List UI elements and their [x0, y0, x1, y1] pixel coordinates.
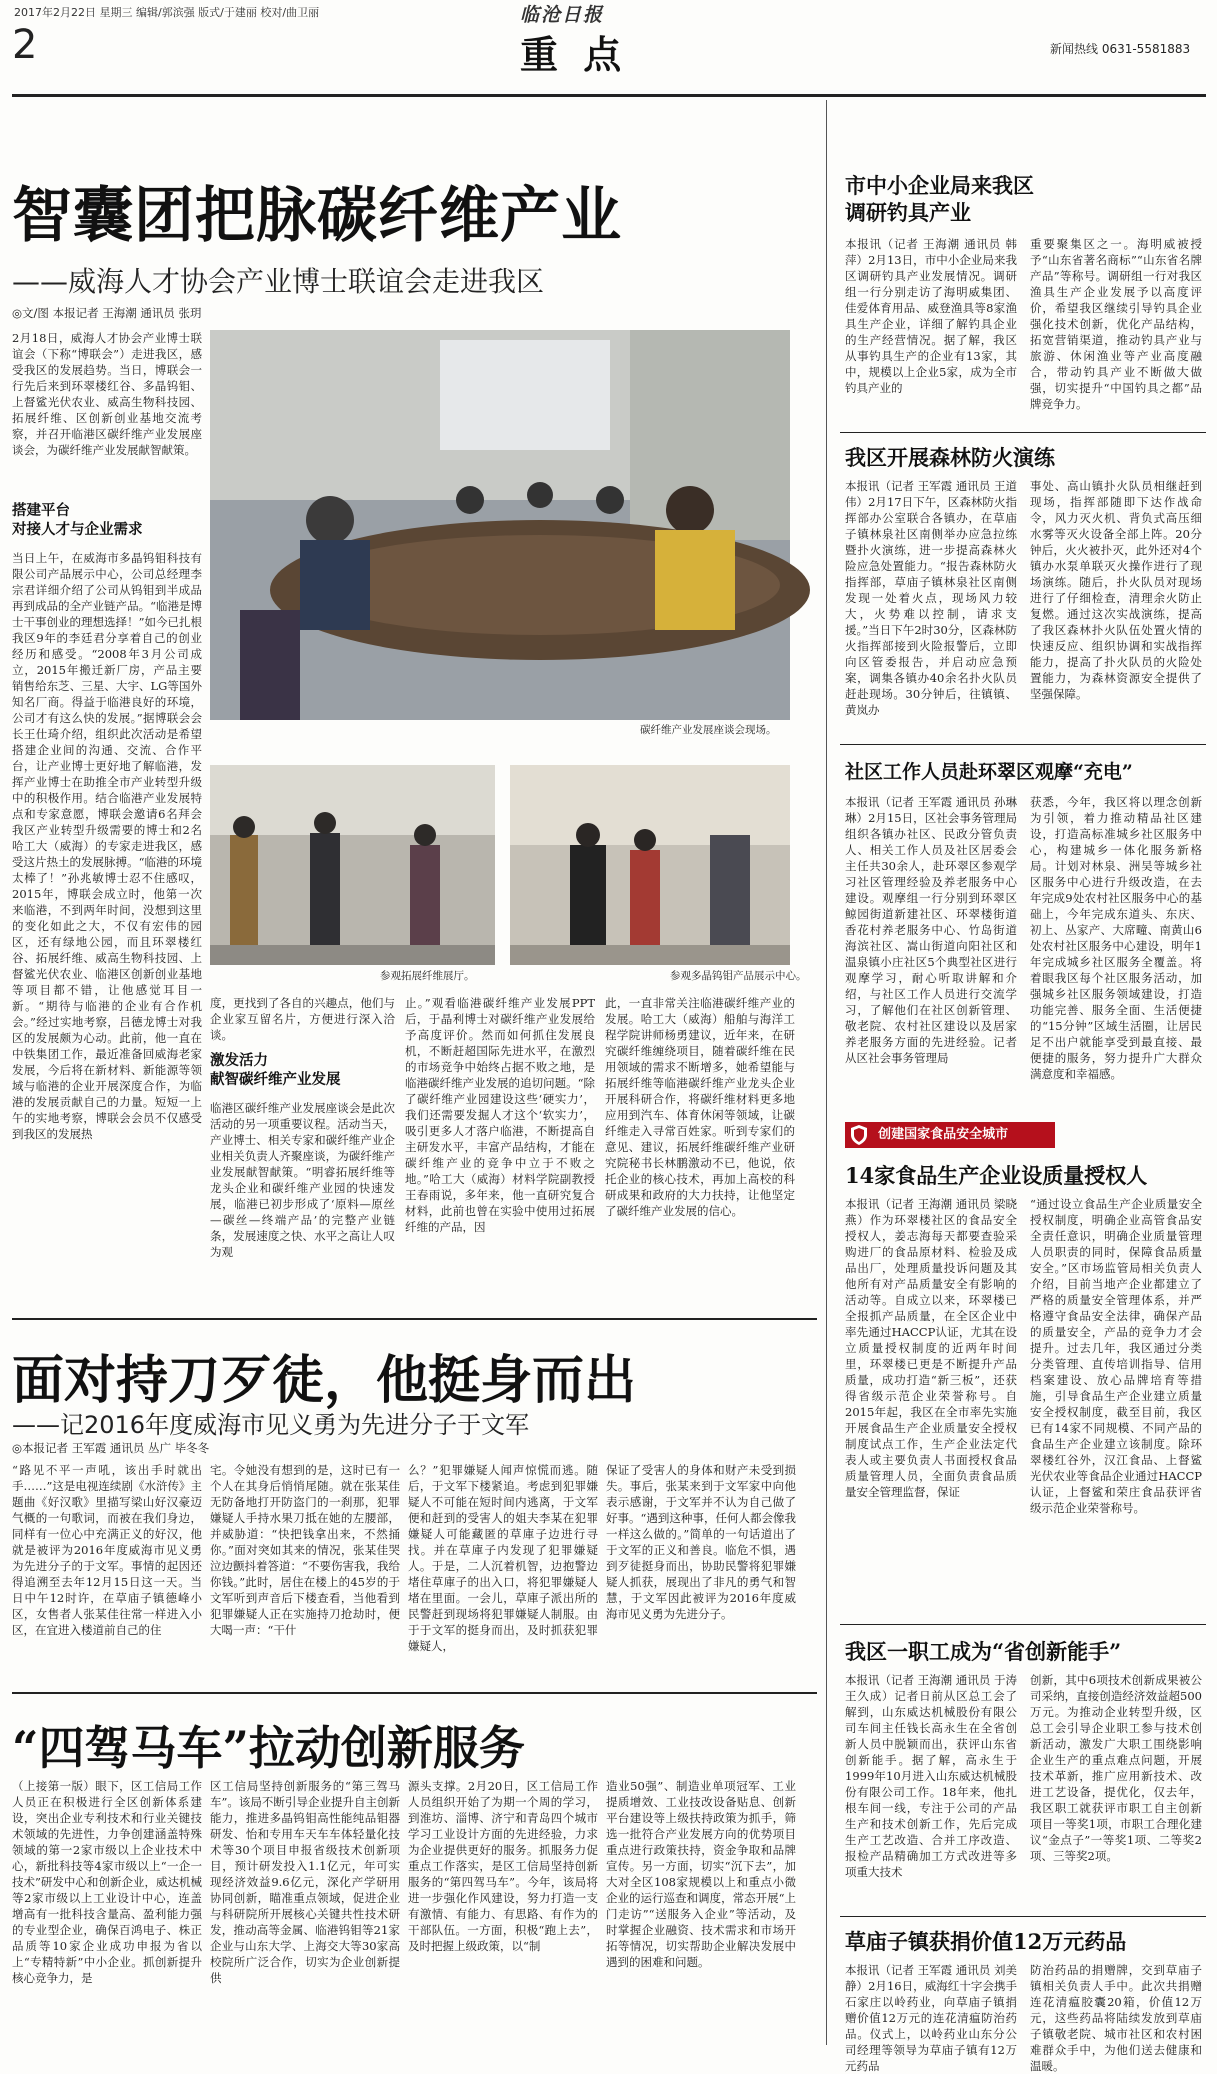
story1-column-2b: 临港区碳纤维产业发展座谈会是此次活动的另一项重要议程。活动当天，产业博士、相关专家和碳纤维产业企业相关负责人齐聚座谈，为碳纤维产业发展献智献策。“明睿拓展纤维等龙头企业和碳纤维产业园的快速发展，临港已初步形成了‘原料—原丝—碳丝—终端产品’的完整产业链条，发展速度之快、水平之高让人叹为观	[210, 1101, 395, 1259]
date-line: 2017年2月22日 星期三 编辑/郭滨强 版式/于建丽 校对/曲卫丽	[14, 6, 320, 19]
story3-column-2: 区工信局坚持创新服务的“第三驾马车”。该局不断引导企业提升自主创新能力，推进多晶钨钼高性能纯品钼器研发、怡和专用车天车车体轻量化技术等30个项目申报省级技术创新项目，预计研发投入1.1亿元，年可实现经济效益9.6亿元，深化产学研用协同创新，瞄准重点领域，促进企业与科研院所开展核心关键共性技术研发，推动高等金属、临港钨钼等21家企业与山东大学、上海交大等30家高校院所广泛合作，切实为企业创新提供	[210, 1779, 400, 1985]
story1-lead: 2月18日，威海人才协会产业博士联谊会（下称“博联会”）走进我区，感受我区的发展趋势。当日，博联会一行先后来到环翠楼红谷、多晶钨钼、上督鲨光伏农业、威高生物科技园、拓展纤维、区创新创业基地交流考察，并召开临港区碳纤维产业发展座谈会，为碳纤维产业发展献智献策。	[12, 331, 202, 457]
side3-column-1: 本报讯（记者 王军霞 通讯员 孙琳琳）2月15日，区社会事务管理局组织各镇办社区、民政分管负责人、相关工作人员及社区居委会主任共30余人，赴环翠区参观学习社区管理经验及养老服务中心建设。观摩组一行分别到环翠区鲸园街道新建社区、环翠楼街道香花村养老服务中心、竹岛街道海滨社区、嵩山街道向阳社区和温泉镇小庄社区5个典型社区进行观摩学习，耐心听取讲解和介绍，与社区工作人员进行交流学习，了解他们在社区创新管理、敬老院、农村社区建设以及居家养老服务方面的先进经验。记者从区社会事务管理局	[845, 795, 1017, 1065]
story1-column-4: 此，一直非常关注临港碳纤维产业的发展。哈工大（威海）船舶与海洋工程学院讲师杨勇建议，近年来，在研究碳纤维缠绕项目，随着碳纤维在民用领域的需求不断增多，她希望能与拓展纤维等临港碳纤维产业龙头企业开展科研合作，将碳纤维材料更多地应用到汽车、体育休闲等领域，让碳纤维走入寻常百姓家。听到专家们的意见、建议，拓展纤维碳纤维产业研究院秘书长林鹏激动不已，他说，依托企业的核心技术，再加上高校的科研成果和政府的大力扶持，让他坚定了碳纤维产业发展的信心。	[605, 996, 795, 1218]
story3-column-1: （上接第一版）眼下，区工信局工作人员正在积极进行全区创新体系建设，突出企业专利技术和行业关键技术领域的先进性，力争创建涵盖特殊领域的第一2家市级以上企业技术中心，新批科技等4家市级以上“一企一技术”研发中心和创新企业，威达机械等2家市级以上工业设计中心，连盖增高有一批科技含量高、盈利能力强的专业型企业，确保百鸿电子、株正品质等10家企业成功申报为省以上“专精特新”中小企业。抓创新提升核心竞争力，是	[12, 1779, 202, 1985]
column-divider	[826, 100, 827, 2045]
story1-subhead-2: 激发活力 献智碳纤维产业发展	[210, 1053, 341, 1088]
side2-title: 我区开展森林防火演练	[845, 445, 1055, 470]
story3-column-3: 源头支撑。2月20日，区工信局工作人员组织开始了为期一个周的学习，到淮坊、淄博、济宁和青岛四个城市学习工业设计方面的先进经验，力求为企业提供更好的服务。抓服务力促重点工作落实，是区工信局坚持创新服务的“第四驾马车”。今年，该局将进一步强化作风建设，努力打造一支有激情、有能力、有思路、有作为的干部队伍。一方面，积极“跑上去”，及时把握上级政策，以“制	[408, 1779, 598, 1953]
story3-column-4: 造业50强”、制造业单项冠军、工业提质增效、工业技改设备贴息、创新平台建设等上级扶持政策为抓手，筛选一批符合产业发展方向的优势项目重点进行政策扶持，资金争取和品牌宣传。另一方面，切实“沉下去”，加大对全区108家规模以上和重点小微企业的运行巡查和调度，常态开展“上门走访”“送服务入企业”等活动，及时掌握企业融资、技术需求和市场开拓等情况，切实帮助企业解决发展中遇到的困难和问题。	[606, 1779, 796, 1969]
photo-product-center	[510, 765, 790, 965]
photo-fiber-caption: 参观拓展纤维展厅。	[380, 970, 475, 982]
story1-column-2a: 度，更找到了各自的兴趣点，他们与企业家互留名片，方便进行深入洽谈。	[210, 996, 395, 1042]
food-safety-shield-icon	[849, 1124, 869, 1146]
story2-subtitle: ——记2016年度威海市见义勇为先进分子于文军	[12, 1411, 530, 1439]
story2-column-1: “路见不平一声吼，该出手时就出手……”这是电视连续剧《水浒传》主题曲《好汉歌》里描写梁山好汉豪迈气概的一句歌词，而被在我们身边，同样有一位心中充满正义的好汉，他就是被评为2016年度威海市见义勇为先进分子的于文军。事情的起因还得追溯至去年12月15日这一天。当日中午12时许，在草庙子镇德峰小区，女售者人张某佳往常一样进入小区，在宜进入楼道前自己的住	[12, 1463, 202, 1637]
side4-rule	[840, 1624, 1206, 1625]
page-number: 2	[12, 22, 38, 68]
side4-column-1: 本报讯（记者 王海潮 通讯员 梁晓燕）作为环翠楼社区的食品安全授权人，姜志海每天都要查验采购进厂的食品原材料、检验及成品出厂，处理质量投诉问题及其他所有对产品质量安全有影响的活动等。自成立以来，环翠楼已全报抓产品质量，在全区企业中率先通过HACCP认证，尤其在设立质量授权制度的近两年时间里，环翠楼已更是不断提升产品质量，成功打造“新三板”，还获得省级示范企业荣誉称号。自2015年起，我区在全市率先实施开展食品生产企业质量安全授权制度试点工作，生产企业法定代表人或主要负责人书面授权食品质量管理人员，全面负责食品质量安全管理监督，保证	[845, 1197, 1017, 1499]
side4-column-2: “通过设立食品生产企业质量安全授权制度，明确企业高管食品安全责任意识，明确企业质量管理人员职责的同时，保障食品质量安全。”区市场监管局相关负责人介绍，目前当地产企业都建立了严格的质量安全管理体系，并严格遵守食品安全法律，确保产品的质量安全，产品的竞争力才会提升。过去几年，我区通过分类分类管理、直传培训指导、信用档案建设、放心品牌培育等措施，引导食品生产企业建立质量安全授权制度，截至目前，我区已有14家不同规模、不同产品的食品生产企业建立该制度。除环翠楼红谷外，汉江食品、上督鲨光伏农业等食品企业通过HACCP认证，上督鲨和荣庄食品获评省级示范企业荣誉称号。	[1030, 1197, 1202, 1515]
story2-byline: ◎本报记者 王军霞 通讯员 丛广 毕冬冬	[12, 1441, 210, 1455]
side3-column-2: 获悉，今年，我区将以理念创新为引领，着力推动精品社区建设，打造高标准城乡社区服务中心，构建城乡一体化服务新格局。计划对林泉、洲吴等城乡社区服务中心进行升级改造，在去年完成9处农村社区服务中心的基础上，今年完成东道头、东庆、初上、丛家产、大席疃、南黄山6处农村社区服务中心建设，明年1年完成城乡社区服务全覆盖。将着眼我区每个社区服务活动，加强城乡社区服务领域建设，打造功能完善、服务全面、生活便捷的“15分钟”区域生活圈，让居民足不出户就能享受到最直接、最便捷的服务，努力提升广大群众满意度和幸福感。	[1030, 795, 1202, 1081]
story2-column-2: 宅。令她没有想到的是，这时已有一个人在其身后悄悄尾随。就在张某佳无防备地打开防盗门的一刹那，犯罪嫌疑人手持水果刀抵在她的左腰部，并威胁道：“快把钱拿出来，不然捅你。”面对突如其来的情况，张某佳哭泣边颤抖着答道：“不要伤害我，我给你钱。”此时，居住在楼上的45岁的于文军听到声音后下楼查看，当他看到犯罪嫌疑人正在实施持刀抢劫时，便大喝一声：“干什	[210, 1463, 400, 1637]
masthead: 临沧日报	[520, 4, 605, 26]
food-safety-banner	[845, 1122, 1055, 1148]
header-rule	[12, 94, 1206, 97]
side5-column-1: 本报讯（记者 王海潮 通讯员 于涛 王久成）记者日前从区总工会了解到，山东威达机械股份有限公司车间主任钱长高永生在全省创新人员中脱颖而出，获评山东省创新能手。据了解，高永生于1999年10月进入山东威达机械股份有限公司工作。18年来，他扎根车间一线，专注于公司的产品生产和技术创新工作，先后完成生产工艺改造、合并工序改造、报检产品精确加工方式改进等多项重大技术	[845, 1673, 1017, 1879]
story3-title: “四驾马车”拉动创新服务	[12, 1721, 525, 1775]
side1-title: 市中小企业局来我区 调研钓具产业	[845, 173, 1034, 225]
story2-column-4: 保证了受害人的身体和财产未受到损失。事后，张某来到于文军家中向他表示感谢，于文军并不认为自己做了好事。“遇到这种事，任何人都会像我一样这么做的。”简单的一句话道出了于文军的正义和善良。临危不惧，遇到歹徒挺身而出，协助民警将犯罪嫌疑人抓获，展现出了非凡的勇气和智慧，于文军因此被评为2016年度威海市见义勇为先进分子。	[606, 1463, 796, 1621]
side5-rule	[840, 1916, 1206, 1917]
side6-title: 草庙子镇获捐价值12万元药品	[845, 1929, 1127, 1954]
story2-rule	[12, 1692, 817, 1694]
story1-subhead-1: 搭建平台 对接人才与企业需求	[12, 503, 143, 538]
side1-column-2: 重要聚集区之一。海明威被授予“山东省著名商标”“山东省名牌产品”等称号。调研组一行对我区渔具生产企业发展予以高度评价，希望我区继续引导钓具企业强化技术创新，优化产品结构，拓宽营销渠道，推动钓具产业与旅游、休闲渔业等产业高度融合，带动钓具产业不断做大做强，切实提升“中国钓具之都”品牌竞争力。	[1030, 237, 1202, 411]
story1-subtitle: ——威海人才协会产业博士联谊会走进我区	[12, 265, 545, 298]
hotline: 新闻热线 0631-5581883	[1050, 42, 1191, 56]
photo-product-caption: 参观多晶钨钼产品展示中心。	[670, 970, 807, 982]
side3-title: 社区工作人员赴环翠区观摩“充电”	[845, 761, 1133, 783]
side2-rule	[840, 744, 1206, 745]
story2-column-3: 么？”犯罪嫌疑人闻声惊慌而逃。随后，于文军下楼紧追。考虑到犯罪嫌疑人不可能在短时间内逃离，于文军便和赶到的受害人的姐夫李某在犯罪嫌疑人可能藏匿的草庫子边进行寻找。并在草庫子内发现了犯罪嫌疑人。于是，二人沉着机智，边抱警边堵住草庫子的出入口，将犯罪嫌疑人堵在里面。一会儿，草庫子派出所的民警赶到现场将犯罪嫌疑人制服。由于于文军的挺身而出，及时抓获犯罪嫌疑人，	[408, 1463, 598, 1653]
side5-title: 我区一职工成为“省创新能手”	[845, 1639, 1122, 1664]
side6-column-2: 防治药品的捐赠牌，交到草庙子镇相关负责人手中。此次共捐赠连花清瘟胶囊20箱，价值12万元，这些药品将陆续发放到草庙子镇敬老院、城市社区和农村困难群众手中，为他们送去健康和温暖。	[1030, 1963, 1202, 2073]
photo-meeting-caption: 碳纤维产业发展座谈会现场。	[640, 724, 777, 736]
food-safety-banner-label: 创建国家食品安全城市	[878, 1127, 1009, 1142]
side2-column-2: 事处、高山镇扑火队员相继赶到现场，指挥部随即下达作战命令，风力灭火机、背负式高压细水雾等灭火设备全部上阵。20分钟后，火火被扑灭，此外还对4个镇办水泵单联灭火操作进行了现场演练。随后，扑火队员对现场进行了仔细检查，清理余火防止复燃。通过这次实战演练，提高了我区森林扑火队伍处置火情的快速反应、组织协调和实战指挥能力，提高了扑火队员的火险处置能力，为森林资源安全提供了坚强保障。	[1030, 479, 1202, 701]
side6-column-1: 本报讯（记者 王军霞 通讯员 刘美静）2月16日，威海红十字会携手石家庄以岭药业，向草庙子镇捐赠价值12万元的连花清瘟防治药品。仪式上，以岭药业山东分公司经理等领导为草庙子镇有12万元药品	[845, 1963, 1017, 2073]
side1-rule	[840, 432, 1206, 433]
side2-column-1: 本报讯（记者 王军霞 通讯员 王道伟）2月17日下午，区森林防火指挥部办公室联合各镇办，在草庙子镇林泉社区南侧举办应急拉练暨扑火演练，进一步提高森林火险应急处置能力。“报告森林防火指挥部，草庙子镇林泉社区南侧发现一处着火点，现场风力较大，火势难以控制，请求支援。”当日下午2时30分，区森林防火指挥部接到火险报警后，立即向区管委报告，并启动应急预案，调集各镇办40余名扑火队员赶赴现场。30分钟后，往镇镇、黄岚办	[845, 479, 1017, 717]
story1-title: 智囊团把脉碳纤维产业	[12, 181, 622, 251]
side1-column-1: 本报讯（记者 王海潮 通讯员 韩萍）2月13日，市中小企业局来我区调研钓具产业发展情况。调研组一行分别走访了海明威集团、佳爱体育用品、威登渔具等8家渔具生产企业，详细了解钓具企业的生产经营情况。据了解，我区从事钓具生产的企业有13家，其中，规模以上企业5家，成为全市钓具产业的	[845, 237, 1017, 395]
story2-title: 面对持刀歹徒，他挺身而出	[12, 1350, 637, 1411]
story1-byline: ◎文/图 本报记者 王海潮 通讯员 张玥	[12, 306, 202, 320]
photo-meeting-room	[210, 330, 790, 720]
story1-column-1: 当日上午，在威海市多晶钨钼科技有限公司产品展示中心，公司总经理李宗君详细介绍了公司从钨钼到半成品再到成品的全产业链产品。“临港是博士干事创业的理想选择！”如今已扎根我区9年的李廷君分享着自己的创业经历和感受。“2008年3月公司成立，2015年搬迁新厂房，产品主要销售给东芝、三星、大宇、LG等国外知名厂商。得益于临港良好的环境，公司才有这么快的发展。”据博联会会长王仕琦介绍，组织此次活动是希望搭建企业间的沟通、交流、合作平台，让产业博士更好地了解临港，发挥产业博士在助推全市产业转型升级中的积极作用。结合临港产业发展特点和专家意愿，博联会邀请6名拜会我区产业转型升级需要的博士和2名哈工大（威海）的专家走进我区，感受这片热土的发展脉搏。“临港的环境太棒了！”孙兆敏博士忍不住感叹，2015年，博联会成立时，他第一次来临港，不到两年时间，没想到这里的变化如此之大，不仅有宏伟的园区，还有绿地公园，而且环翠楼红谷、拓展纤维、威高生物科技园、上督鲨光伏农业、临港区创新创业基地等项目都不错，让他感觉耳目一新。“期待与临港的企业有合作机会。”经过实地考察，吕德龙博士对我区的发展颇为心动。此前，他一直在中铁集团工作，最近准备回威海老家发展，今后将在新材料、新能源等领域与临港的企业开展深度合作，为临港的发展贡献自己的力量。短短一上午的实地考察，博联会会员不仅感受到我区的发展热	[12, 551, 202, 1141]
photo-fiber-hall	[210, 765, 495, 965]
story1-rule	[12, 1318, 817, 1320]
side4-title: 14家食品生产企业设质量授权人	[845, 1163, 1148, 1188]
side5-column-2: 创新，其中6项技术创新成果被公司采纳，直接创造经济效益超500万元。为推动企业转型升级，区总工会引导企业职工参与技术创新活动，激发广大职工围绕影响企业生产的重点难点问题，开展技术革新，推广应用新技术、改进工艺设备，提优化，仅去年，我区职工就获评市职工自主创新项目一等奖1项，市职工合理化建议“金点子”一等奖1项、二等奖2项、三等奖2项。	[1030, 1673, 1202, 1863]
story1-column-3: 止。”观看临港碳纤维产业发展PPT后，于晶利博士对碳纤维产业发展给予高度评价。然而如何抓住发展良机，不断赶超国际先进水平，在激烈的市场竞争中始终占据不败之地，是临港碳纤维产业发展的追切问题。“除了碳纤维产业园建设这些‘硬实力’，我们还需要发掘人才这个‘软实力’，吸引更多人才落户临港，不断提高自主研发水平，丰富产品结构，才能在碳纤维产业的竞争中立于不败之地。”哈工大（威海）材料学院副教授王春雨说，多年来，他一直研究复合材料，此前也曾在实验中使用过拓展纤维的产品，因	[405, 996, 595, 1234]
section-title: 重 点	[520, 32, 628, 77]
